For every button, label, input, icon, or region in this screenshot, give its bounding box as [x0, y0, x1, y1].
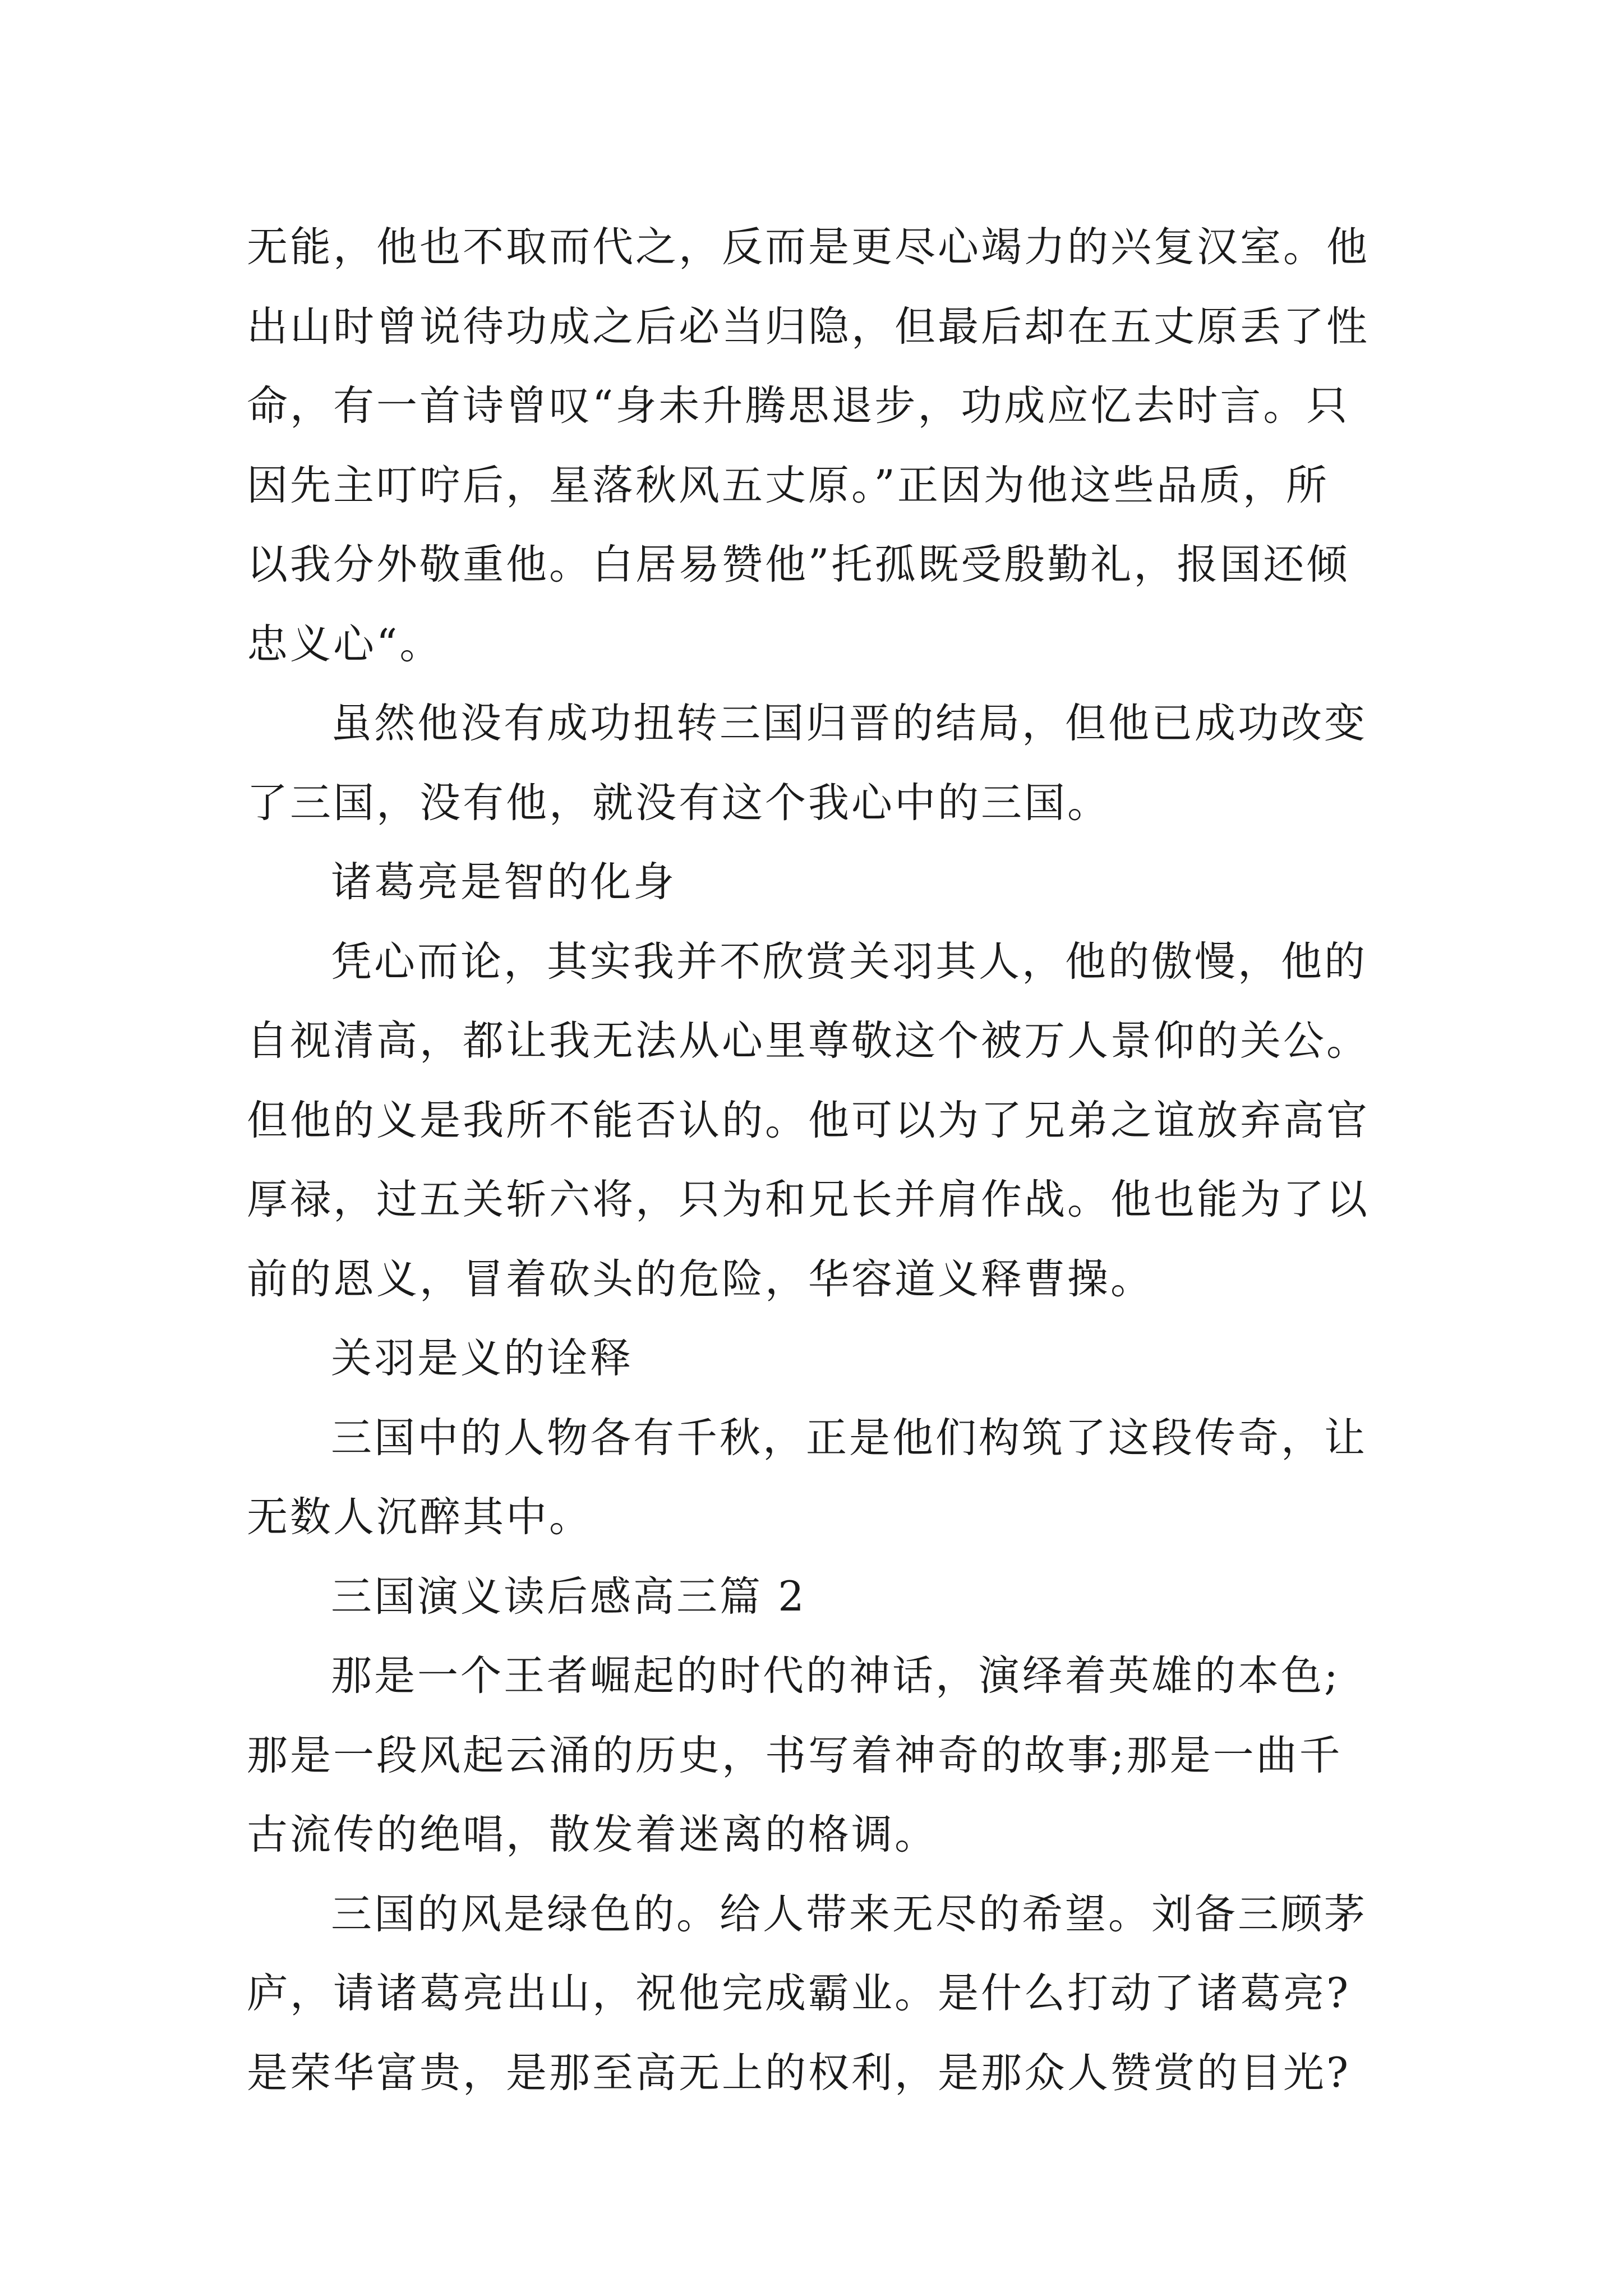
- text-line: 无数人沉醉其中。: [247, 1493, 592, 1541]
- paragraph-era-myth: [247, 1636, 1391, 1875]
- text-line: 是荣华富贵，是那至高无上的权利，是那众人赞赏的目光?: [247, 2049, 1351, 2097]
- text-line: 自视清高，都让我无法从心里尊敬这个被万人景仰的关公。: [247, 1017, 1370, 1065]
- text-line: 三国中的人物各有千秋，正是他们构筑了这段传奇，让: [331, 1414, 1367, 1462]
- text-line: 以我分外敬重他。白居易赞他”托孤既受殷勤礼，报国还倾: [247, 541, 1350, 588]
- paragraph-guan-yu: [247, 922, 1391, 1319]
- subheading-zhuge-liang: [247, 843, 1391, 922]
- paragraph-green-wind: [247, 1875, 1391, 2113]
- text-line: 忠义心“。: [247, 620, 443, 668]
- paragraph-zhuge-liang-loyalty: [247, 208, 1391, 684]
- paragraph-characters: [247, 1398, 1391, 1557]
- text-line: 无能，他也不取而代之，反而是更尽心竭力的兴复汉室。他: [247, 223, 1370, 271]
- text-line: 了三国，没有他，就没有这个我心中的三国。: [247, 779, 1110, 827]
- section-title-essay-2: [247, 1557, 1391, 1637]
- text-line: 关羽是义的诠释: [331, 1335, 633, 1382]
- paragraph-changed-three-kingdoms: [247, 684, 1391, 843]
- subheading-guan-yu: [247, 1319, 1391, 1398]
- text-line: 那是一个王者崛起的时代的神话，演绎着英雄的本色;: [331, 1652, 1340, 1700]
- text-line: 三国的风是绿色的。给人带来无尽的希望。刘备三顾茅: [331, 1890, 1367, 1938]
- text-line: 三国演义读后感高三篇 2: [331, 1572, 806, 1621]
- text-line: 前的恩义，冒着砍头的危险，华容道义释曹操。: [247, 1255, 1154, 1303]
- text-line: 古流传的绝唱，散发着迷离的格调。: [247, 1811, 938, 1858]
- text-line: 诸葛亮是智的化身: [331, 858, 676, 906]
- text-line: 厚禄，过五关斩六将，只为和兄长并肩作战。他也能为了以: [247, 1176, 1370, 1223]
- text-line: 虽然他没有成功扭转三国归晋的结局，但他已成功改变: [331, 700, 1367, 747]
- text-line: 命，有一首诗曾叹“身未升腾思退步，功成应忆去时言。只: [247, 382, 1350, 430]
- text-line: 出山时曾说待功成之后必当归隐，但最后却在五丈原丢了性: [247, 302, 1370, 351]
- text-line: 那是一段风起云涌的历史，书写着神奇的故事;那是一曲千: [247, 1731, 1343, 1779]
- text-line: 但他的义是我所不能否认的。他可以为了兄弟之谊放弃高官: [247, 1096, 1370, 1144]
- text-line: 庐，请诸葛亮出山，祝他完成霸业。是什么打动了诸葛亮?: [247, 1970, 1351, 2017]
- document-body: [247, 208, 1391, 2113]
- text-line: 凭心而论，其实我并不欣赏关羽其人，他的傲慢，他的: [331, 937, 1367, 986]
- text-line: 因先主叮咛后，星落秋风五丈原。”正因为他这些品质，所: [247, 461, 1329, 509]
